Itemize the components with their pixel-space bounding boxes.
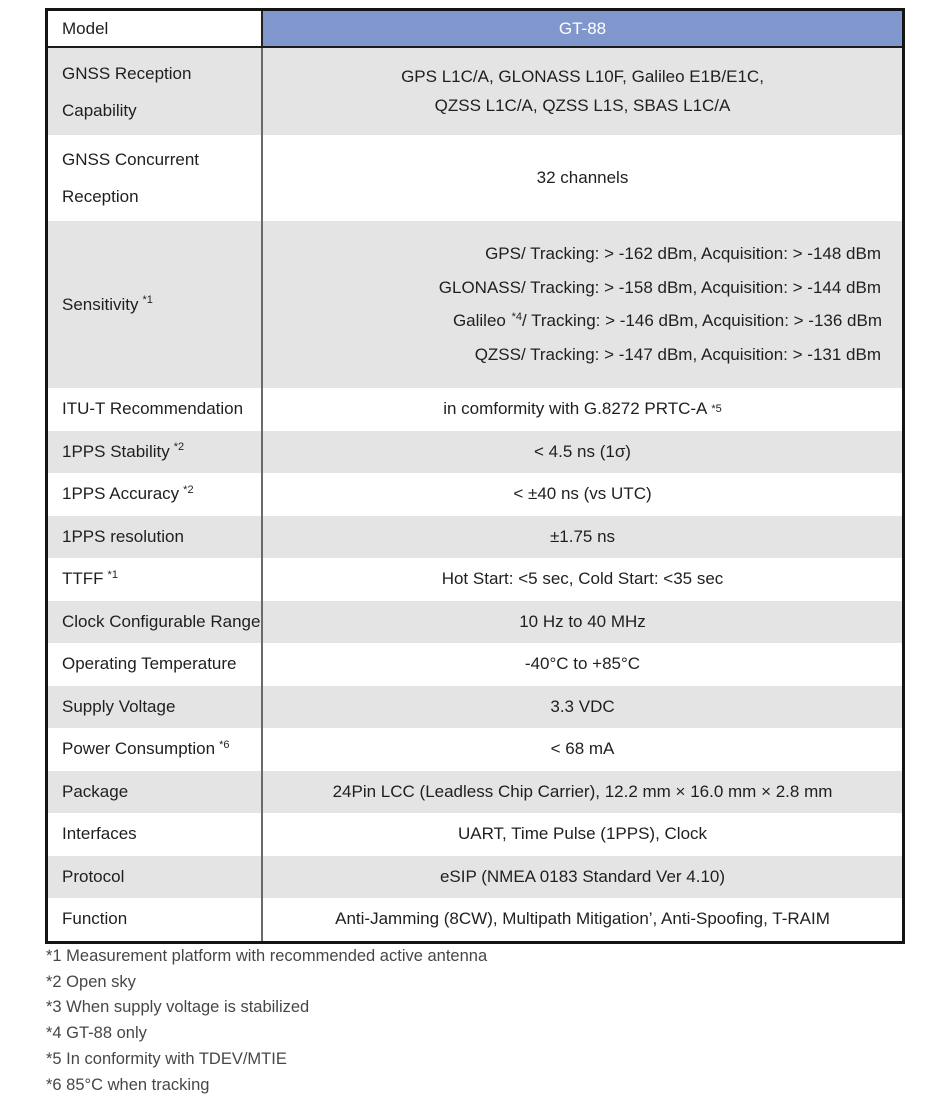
table-row <box>48 728 902 771</box>
row-label: ITU-T Recommendation <box>48 388 263 431</box>
row-value: 24Pin LCC (Leadless Chip Carrier), 12.2 mm × 16.0 mm × 2.8 mm <box>332 781 833 801</box>
row-label: Protocol <box>48 856 263 899</box>
spec-table <box>45 8 905 944</box>
footnote-marker: *1 <box>107 568 118 581</box>
row-value: Anti-Jamming (8CW), Multipath Mitigation’, Anti-Spoofing, T-RAIM <box>335 909 830 929</box>
model-header-value: GT-88 <box>263 11 902 46</box>
row-value: < ±40 ns (vs UTC) <box>513 484 652 504</box>
footnote: *6 85°C when tracking <box>46 1075 210 1094</box>
table-row <box>48 473 902 516</box>
row-label: Supply Voltage <box>48 686 263 729</box>
table-row <box>48 516 902 559</box>
footnote-marker: *2 <box>173 441 185 454</box>
table-row <box>48 813 902 856</box>
row-value: 10 Hz to 40 MHz <box>519 611 646 631</box>
table-row <box>48 686 902 729</box>
row-label: Interfaces <box>48 813 263 856</box>
row-value: ±1.75 ns <box>549 526 616 546</box>
row-value: eSIP (NMEA 0183 Standard Ver 4.10) <box>439 866 726 886</box>
header-row <box>48 11 902 48</box>
sensitivity-line: Galileo $^{*4}$/ Tracking: > -146 dBm, Acquisition: > -136 dBm <box>452 310 882 331</box>
footnote: *1 Measurement platform with recommended active antenna <box>46 947 488 965</box>
row-label: 1PPS resolution <box>48 516 263 559</box>
footnote-marker: *6 <box>219 738 230 751</box>
footnote: *3 When supply voltage is stabilized <box>46 998 310 1017</box>
row-value: GPS L1C/A, GLONASS L10F, Galileo E1B/E1C, QZSS L1C/A, QZSS L1S, SBAS L1C/A <box>401 67 764 115</box>
sensitivity-line: GLONASS/ Tracking: > -158 dBm, Acquisition: > -144 dBm <box>438 277 881 297</box>
model-header-label: Model <box>48 11 263 46</box>
footnote: *2 Open sky <box>46 972 136 991</box>
footnotes <box>46 944 487 1098</box>
table-row <box>48 221 902 388</box>
sensitivity-line: GPS/ Tracking: > -162 dBm, Acquisition: > -148 dBm <box>485 244 881 264</box>
row-value: 3.3 VDC <box>550 696 615 716</box>
row-label: 1PPS Stability $^{*2}$ <box>48 431 263 474</box>
row-label: Clock Configurable Range <box>48 601 263 644</box>
table-row <box>48 856 902 899</box>
table-row <box>48 898 902 941</box>
row-label: Sensitivity $^{*1}$ <box>48 221 263 388</box>
table-row <box>48 388 902 431</box>
row-value: in comformity with G.8272 PRTC-A *5 <box>443 399 722 419</box>
row-label: 1PPS Accuracy $^{*2}$ <box>48 473 263 516</box>
table-row <box>48 135 902 221</box>
row-label: Operating Temperature <box>48 643 263 686</box>
row-label: GNSS Concurrent Reception <box>48 135 263 221</box>
sensitivity-line: QZSS/ Tracking: > -147 dBm, Acquisition: > -131 dBm <box>474 344 881 364</box>
footnote: *4 GT-88 only <box>46 1024 147 1043</box>
table-row <box>48 558 902 601</box>
table-row <box>48 601 902 644</box>
row-value: -40°C to +85°C <box>524 654 641 674</box>
table-row <box>48 643 902 686</box>
table-row <box>48 771 902 814</box>
footnote: *5 In conformity with TDEV/MTIE <box>46 1049 287 1068</box>
table-row <box>48 431 902 474</box>
table-row <box>48 48 902 135</box>
row-label: TTFF $^{*1}$ <box>48 558 263 601</box>
row-value: 32 channels <box>536 168 629 187</box>
row-label: Power Consumption $^{*6}$ <box>48 728 263 771</box>
row-value: < 4.5 ns (1σ) <box>534 441 631 461</box>
row-value: UART, Time Pulse (1PPS), Clock <box>457 824 708 844</box>
footnote-marker: *1 <box>142 293 153 306</box>
row-value: < 68 mA <box>550 739 615 759</box>
row-label: Package <box>48 771 263 814</box>
row-label: Function <box>48 898 263 941</box>
row-value <box>263 221 902 388</box>
row-label: GNSS Reception Capability <box>48 48 263 135</box>
footnote-marker: *2 <box>183 483 194 496</box>
footnote-marker: *4 <box>511 310 522 323</box>
row-value: Hot Start: <5 sec, Cold Start: <35 sec <box>441 569 724 589</box>
